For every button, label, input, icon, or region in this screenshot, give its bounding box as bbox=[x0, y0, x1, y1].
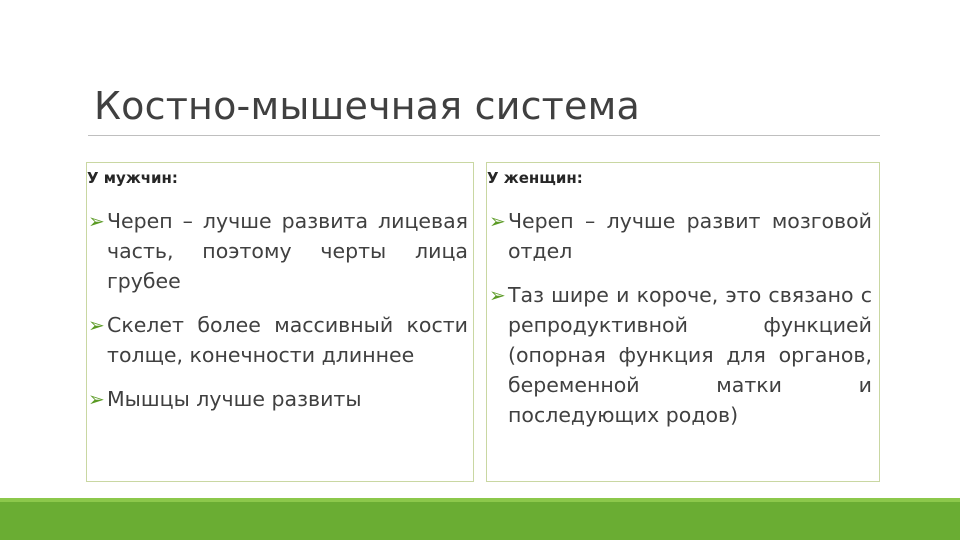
list-item: ➢ Мышцы лучше развиты bbox=[88, 384, 468, 414]
arrowhead-bullet-icon: ➢ bbox=[88, 387, 105, 411]
list-item: ➢ Таз шире и короче, это связано с репродуктивной функцией (опорная функция для органов, беременной матки и последующих родов) bbox=[489, 280, 872, 430]
arrowhead-bullet-icon: ➢ bbox=[88, 209, 105, 233]
footer-accent-stripe bbox=[0, 498, 960, 502]
men-column-header: У мужчин: bbox=[87, 169, 178, 187]
list-item: ➢ Скелет более массивный кости толще, конечности длиннее bbox=[88, 310, 468, 370]
slide-title: Костно-мышечная система bbox=[94, 84, 640, 128]
women-column-header: У женщин: bbox=[487, 169, 583, 187]
list-item: ➢ Череп – лучше развит мозговой отдел bbox=[489, 206, 872, 266]
title-divider bbox=[88, 135, 880, 136]
footer-accent-bar bbox=[0, 498, 960, 540]
men-column-body bbox=[88, 206, 468, 414]
arrowhead-bullet-icon: ➢ bbox=[489, 283, 506, 307]
list-item: ➢ Череп – лучше развита лицевая часть, поэтому черты лица грубее bbox=[88, 206, 468, 296]
arrowhead-bullet-icon: ➢ bbox=[489, 209, 506, 233]
women-column-body bbox=[489, 206, 872, 430]
arrowhead-bullet-icon: ➢ bbox=[88, 313, 105, 337]
